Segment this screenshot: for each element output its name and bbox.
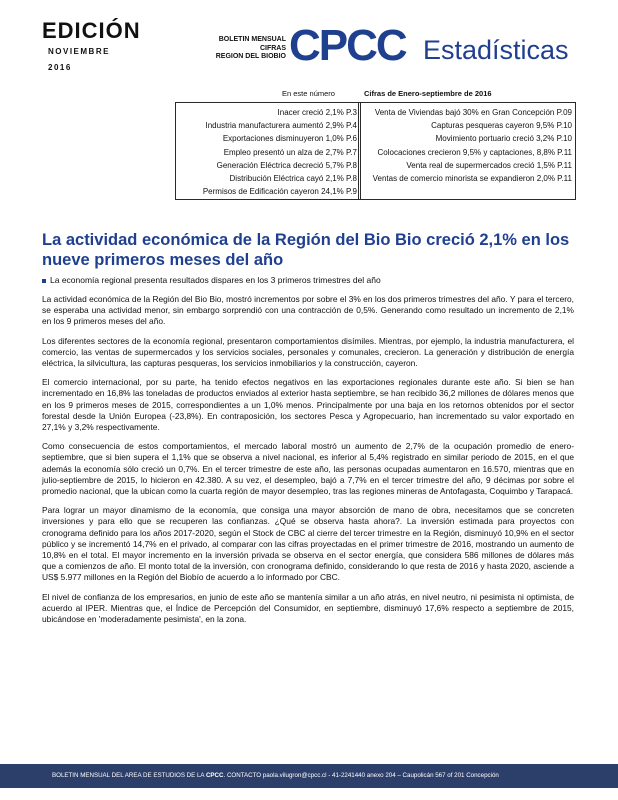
contents-item: Movimiento portuario creció 3,2% P.10 <box>435 134 572 144</box>
bulletin-line-3: REGION DEL BIOBIO <box>215 53 286 60</box>
contents-item: Ventas de comercio minorista se expandieron 2,0% P.11 <box>372 174 572 184</box>
contents-item: Permisos de Edificación cayeron 24,1% P.9 <box>202 187 357 197</box>
article-paragraph: Como consecuencia de estos comportamientos, el mercado laboral mostró un aumento de 2,7% de la ocupación promedio de enero-septiembre, que si bien supera el 1,1% que se observa a nivel nacional, es inferior al 5,4% registrado en similar periodo de 2015, en el que además la economía sólo creció un 0,7%. En el tercer trimestre de este año, las personas ocupadas aumentaron en 16.570, mientras que en julio-septiembre de 2015, lo hicieron en 42.380. A su vez, el desempleo, bajó a 7,7% en el tercer trimestre del año, 9 décimas por sobre el promedio nacional, que la ubican como la cuarta región de mayor desempleo, tras las regiones mineras de Antofagasta, Coquimbo y Tarapacá. <box>42 441 574 497</box>
contents-item: Colocaciones crecieron 9,5% y captaciones, 8,8% P.11 <box>377 147 572 157</box>
article-paragraph: El comercio internacional, por su parte, ha tenido efectos negativos en las exportaciones regionales durante este año. Si bien se han incrementado en 16,8% las toneladas de productos enviados al exterior hasta septiembre, se han recibido 36,2 millones de dólares menos que en los 9 primeros meses de 2015, correspondientes a un 1,0% menos. Principalmente por una baja en los retornos obtenidos por el sector forestal desde la Unión Europea (-23,8%). En contraposición, los sectores Pesca y Agropecuario, han incrementado su valor exportado en 27,1% y 3,2% respectivamente. <box>42 377 574 433</box>
contents-item: Capturas pesqueras cayeron 9,5% P.10 <box>431 121 572 131</box>
bulletin-label <box>206 36 286 62</box>
contents-label: En este número <box>282 89 335 98</box>
article-paragraph: La actividad económica de la Región del Bio Bio, mostró incrementos por sobre el 3% en los dos primeros trimestres del año. Y para el tercero, se esperaba una actividad menor, sin embargo sorprendió con una contracción de 0,5%. Generando como resultado un incremento de 2,1% en los 9 primeros meses del año. <box>42 294 574 327</box>
article-body <box>42 294 574 633</box>
contents-item: Industria manufacturera aumentó 2,9% P.4 <box>205 121 357 131</box>
article-subhead <box>42 275 381 285</box>
contents-item: Distribución Eléctrica cayó 2,1% P.8 <box>229 174 357 184</box>
bulletin-line-2: CIFRAS <box>259 44 286 52</box>
footer-bar <box>0 764 618 788</box>
article-paragraph: Los diferentes sectores de la economía regional, presentaron comportamientos disímiles. Mientras, por ejemplo, la industria manufacturera, el comercio, las ventas de supermercados y los servicios sociales, personales y comunales, crecieron. La generación y distribución de energía eléctrica, la silvicultura, las capturas pesqueras, los servicios inmobiliarios y la construcción, cayeron. <box>42 335 574 369</box>
contents-item: Venta real de supermercados creció 1,5% P.11 <box>406 160 572 170</box>
subhead-text: La economía regional presenta resultados dispares en los 3 primeros trimestres del año <box>50 275 381 285</box>
cifras-label: Cifras de Enero-septiembre de 2016 <box>364 89 492 98</box>
edition-title: EDICIÓN <box>42 18 141 43</box>
bulletin-line-1: BOLETIN MENSUAL <box>218 36 286 43</box>
contents-left-box <box>175 102 361 200</box>
logo-subtitle: Estadísticas <box>423 35 569 65</box>
article-paragraph: El nivel de confianza de los empresarios, en junio de este año se mantenía similar a un año atrás, en nivel neutro, ni pesimista ni optimista, de acuerdo al IPER. Mientras que, el Índice de Percepción del Consumidor, en septiembre, disminuyó 17,6% respecto a septiembre de 2015, ubicándose en 'moderadamente pesimista', en la zona. <box>42 591 574 625</box>
bullet-square-icon <box>42 279 46 283</box>
contents-right-box <box>358 102 576 200</box>
cpcc-logo: CPCC <box>289 21 406 70</box>
contents-item: Exportaciones disminuyeron 1,0% P.6 <box>222 134 357 144</box>
edition-month: NOVIEMBRE <box>48 47 110 56</box>
footer-org: CPCC <box>205 772 224 779</box>
article-paragraph: Para lograr un mayor dinamismo de la economía, que consiga una mayor absorción de mano de obra, necesitamos que se concreten inversiones y para ello que se recuperen las confianzas. ¿Qué se observa hasta ahora?. La inversión estimada para proyectos con cronograma definido para los años 2017-2020, según el Stock de CBC al cierre del tercer trimestre en la Región, disminuyó 10,9% en el sector público y se incrementó 14,7% en el privado, al comparar con las cifras proyectadas en el primer trimestre de 2016, mostrando un aumento de 10,8% en el total. El mayor incremento en la inversión privada se observa en el sector energía, que considera 586 millones de dólares más que a comienzos de año. El monto total de la inversión, con cronograma definido, considerando lo que resta de 2016 y hasta 2020, asciende a US$ 5.977 millones en la Región del Biobío de acuerdo a lo informado por CBC. <box>42 505 574 583</box>
footer-contact: . CONTACTO paola.vilugron@cpcc.cl - 41-2241440 anexo 204 – Caupolicán 567 of 201 Concepción <box>223 772 499 779</box>
footer-prefix: BOLETIN MENSUAL DEL AREA DE ESTUDIOS DE LA <box>52 772 205 779</box>
contents-item: Empleo presentó un alza de 2,7% P.7 <box>223 147 357 157</box>
contents-item: Venta de Viviendas bajó 30% en Gran Concepción P.09 <box>374 108 572 117</box>
article-headline: La actividad económica de la Región del Bio Bio creció 2,1% en los nueve primeros meses del año <box>42 231 570 269</box>
contents-item: Generación Eléctrica decreció 5,7% P.8 <box>216 160 357 170</box>
edition-year: 2016 <box>48 63 72 72</box>
contents-item: Inacer creció 2,1% P.3 <box>277 108 357 117</box>
